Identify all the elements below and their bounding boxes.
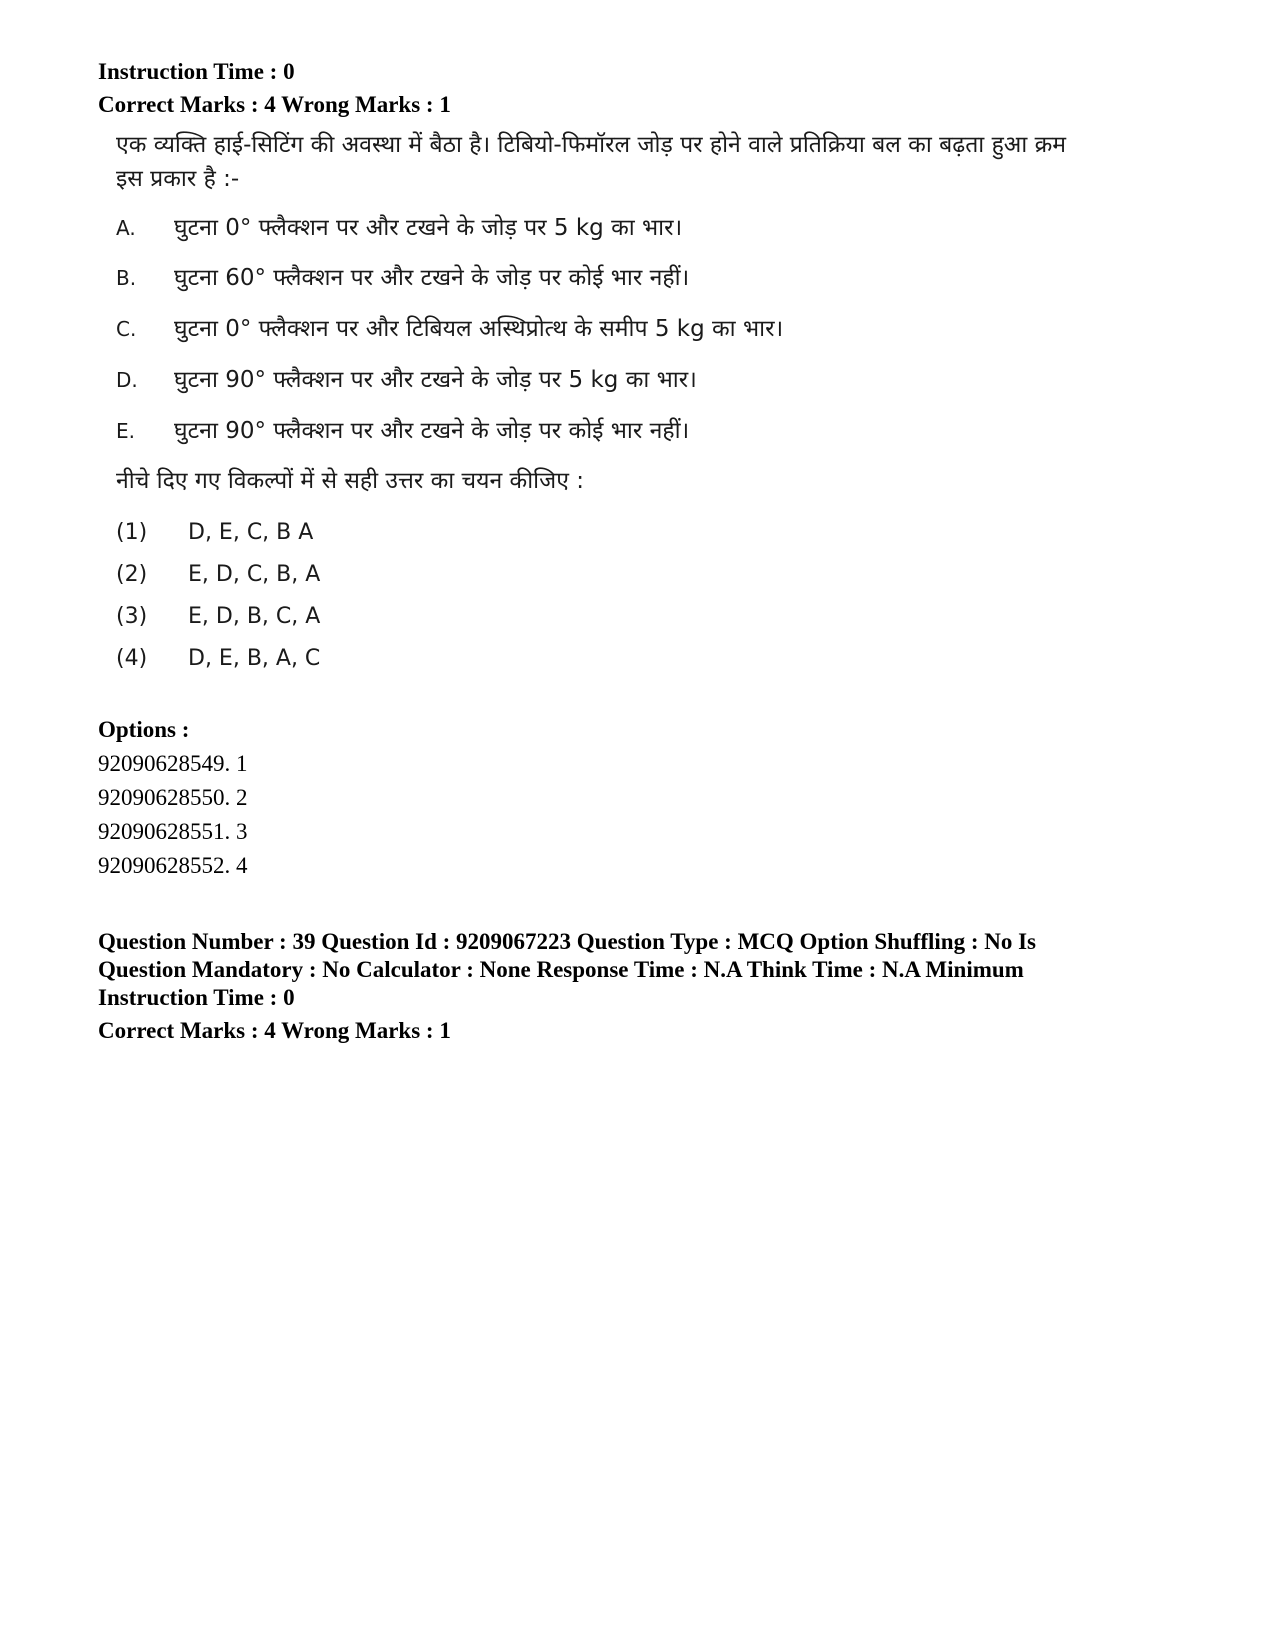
next-question-info: Question Number : 39 Question Id : 9209067223 Question Type : MCQ Option Shuffling : No Is [98,929,1037,954]
option-item: 92090628549. 1 [98,751,248,776]
statement-text: घुटना 90° फ्लैक्शन पर और टखने के जोड़ पर कोई भार नहीं। [174,418,690,444]
marks-info: Correct Marks : 4 Wrong Marks : 1 [98,92,451,117]
option-item: 92090628552. 4 [98,853,248,878]
statement-e [116,416,689,446]
statement-text: घुटना 0° फ्लैक्शन पर और टखने के जोड़ पर 5 kg का भार। [174,215,683,241]
choice-text: E, D, B, C, A [188,604,321,629]
statement-a [116,213,682,243]
next-marks-info: Correct Marks : 4 Wrong Marks : 1 [98,1018,451,1043]
statement-text: घुटना 90° फ्लैक्शन पर और टखने के जोड़ पर 5 kg का भार। [174,367,697,393]
question-stem: एक व्यक्ति हाई-सिटिंग की अवस्था में बैठा है। टिबियो-फिमॉरल जोड़ पर होने वाले प्रतिक्रिया बल का बढ़ता हुआ क्रम इस प्रकार है :- [116,132,1067,192]
option-item: 92090628550. 2 [98,785,248,810]
statement-label: C. [116,317,137,341]
question-prompt: नीचे दिए गए विकल्पों में से सही उत्तर का चयन कीजिए : [116,468,584,494]
statement-d [116,365,697,395]
statement-text: घुटना 0° फ्लैक्शन पर और टिबियल अस्थिप्रोत्थ के समीप 5 kg का भार। [174,316,784,342]
choice-text: E, D, C, B, A [188,562,321,587]
choice-1 [116,518,313,548]
options-title: Options : [98,717,190,742]
statement-text: घुटना 60° फ्लैक्शन पर और टखने के जोड़ पर कोई भार नहीं। [174,265,690,291]
next-instruction-time: Instruction Time : 0 [98,985,295,1010]
next-question-info: Question Mandatory : No Calculator : None Response Time : N.A Think Time : N.A Minimum [98,957,1024,982]
statement-label: B. [116,266,137,290]
statement-label: A. [116,216,136,240]
choice-number: (2) [116,562,148,587]
option-item: 92090628551. 3 [98,819,248,844]
choice-3 [116,602,320,632]
choice-number: (4) [116,646,148,671]
instruction-time: Instruction Time : 0 [98,59,295,84]
choice-number: (1) [116,520,148,545]
statement-label: D. [116,368,138,392]
choice-text: D, E, C, B A [188,520,314,545]
choice-2 [116,560,320,590]
choice-number: (3) [116,604,148,629]
statement-label: E. [116,419,135,443]
statement-b [116,263,689,293]
choice-text: D, E, B, A, C [188,646,321,671]
statement-c [116,314,783,344]
choice-4 [116,644,320,674]
question-image [116,128,1116,671]
